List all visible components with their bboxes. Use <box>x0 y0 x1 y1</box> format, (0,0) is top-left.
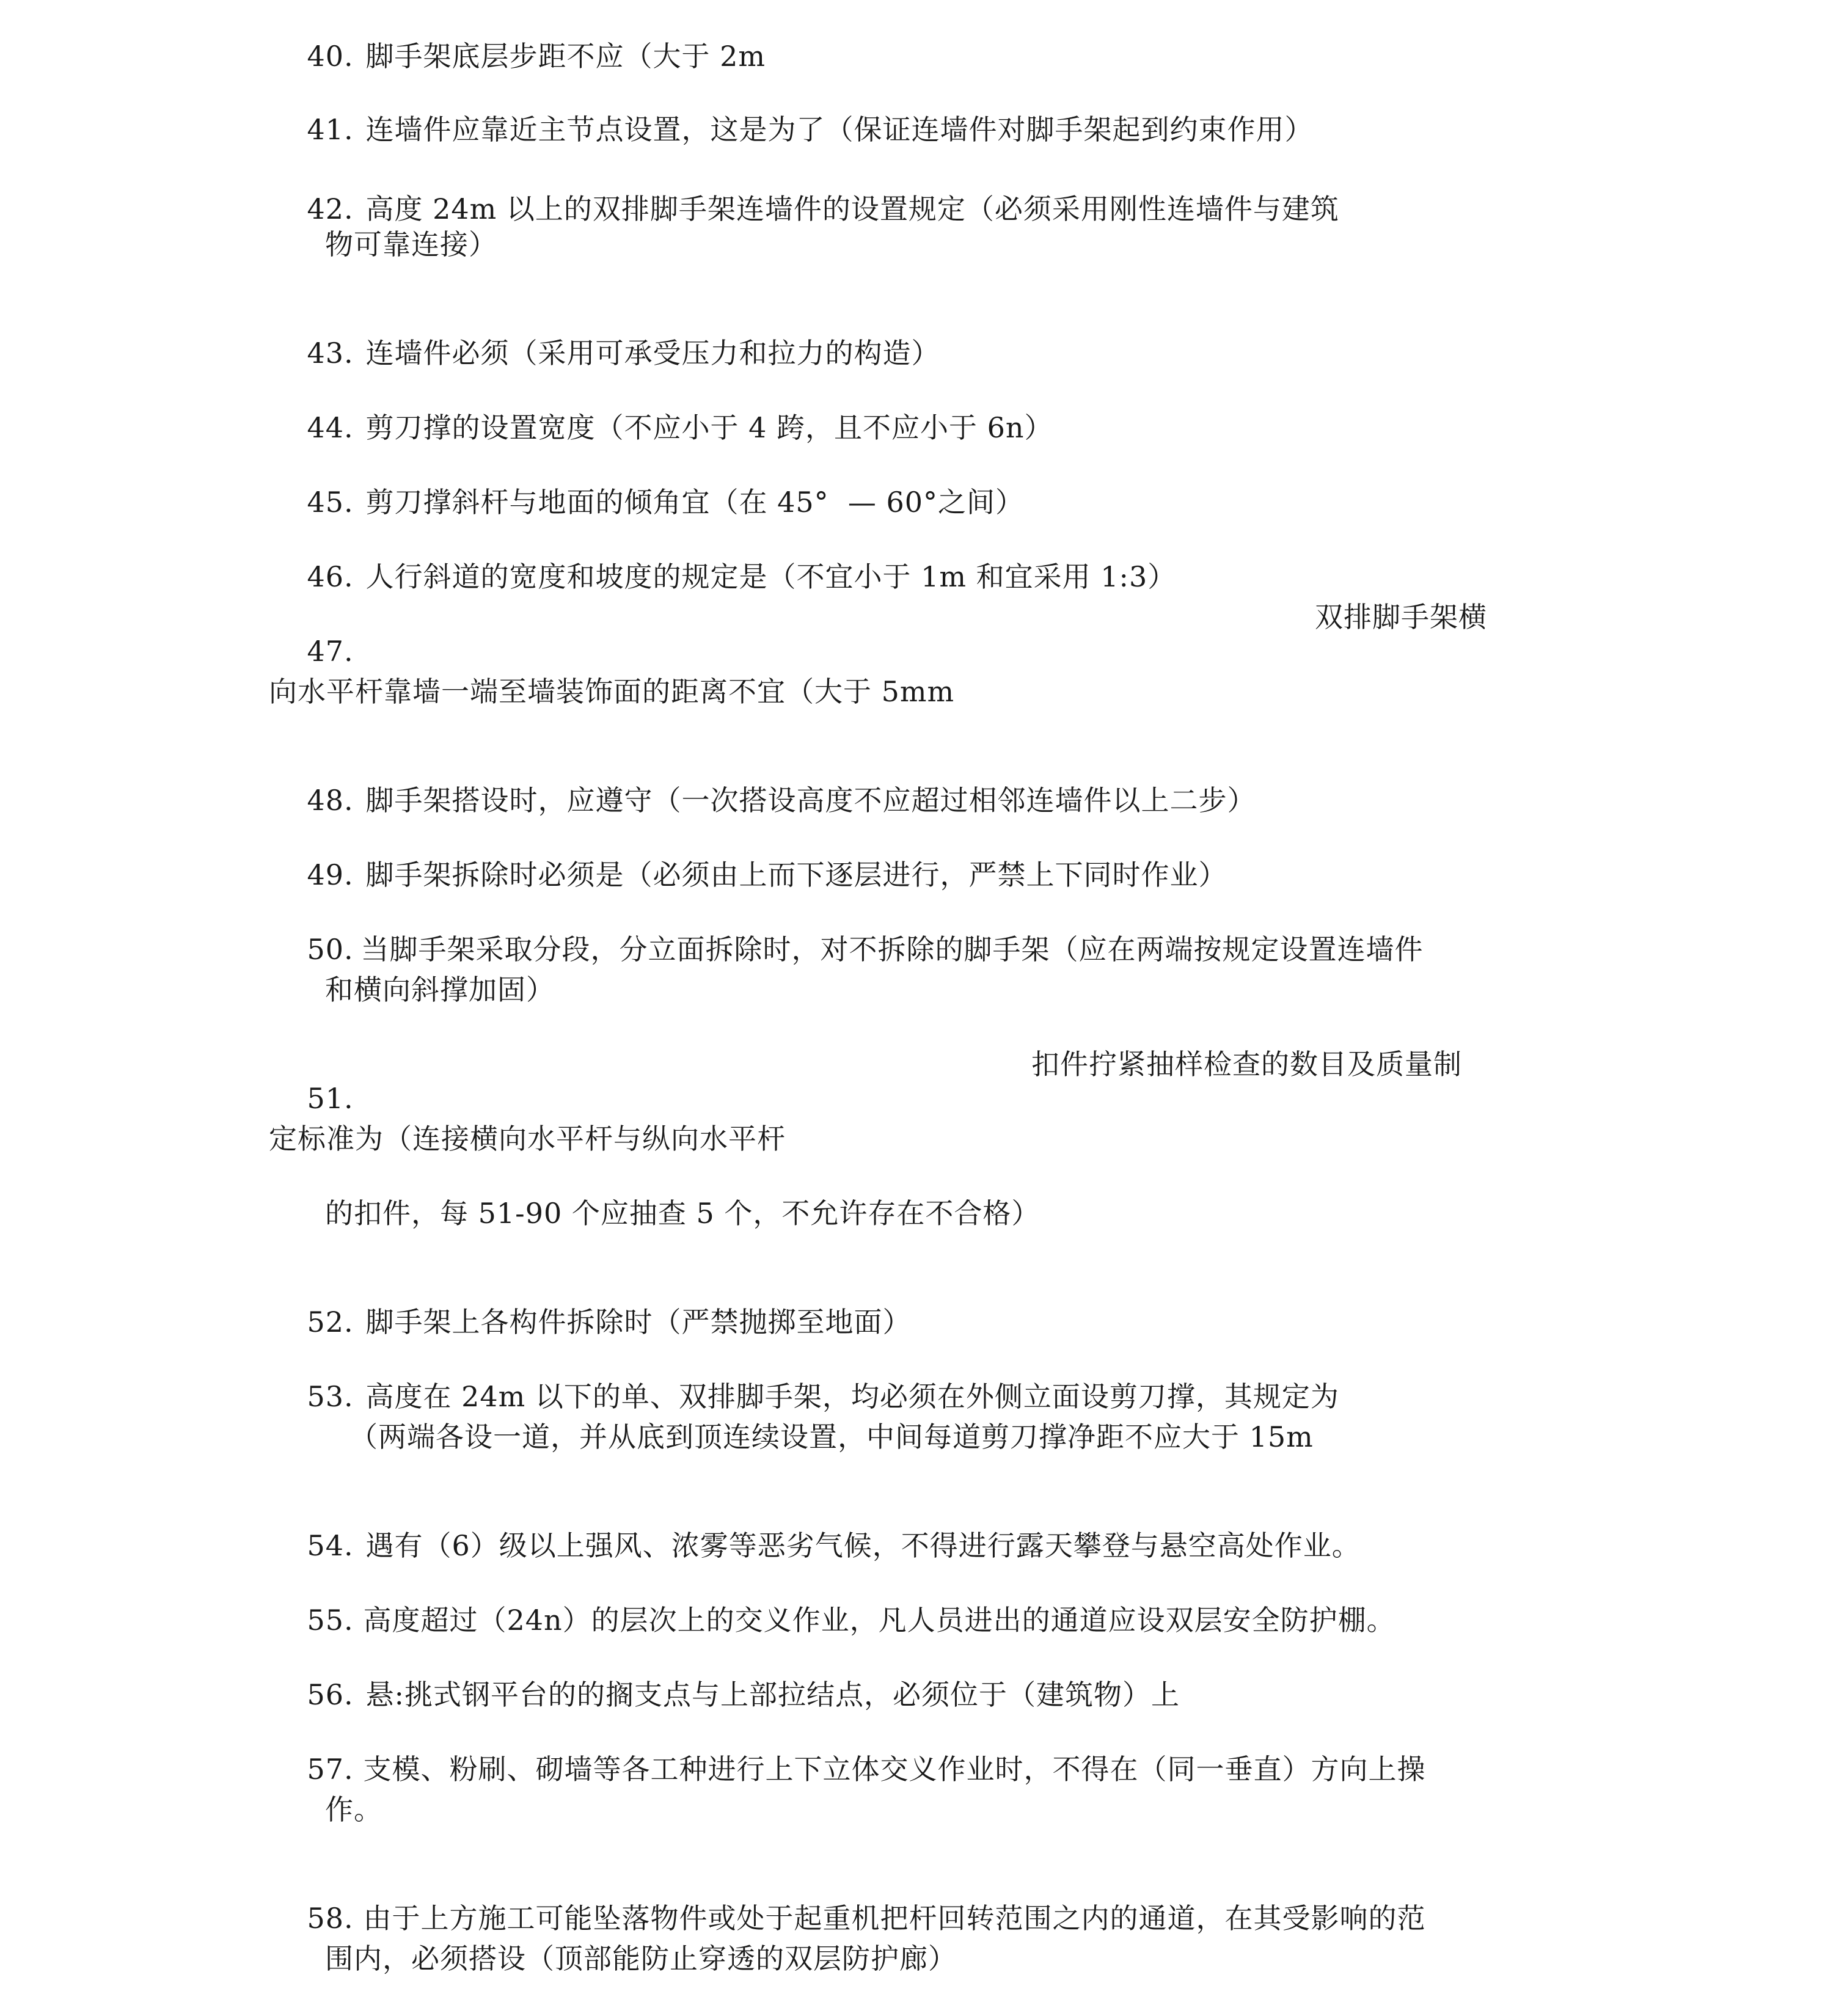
item-continuation: 定标准为（连接横向水平杆与纵向水平杆 <box>269 1122 786 1155</box>
list-item <box>269 525 1176 628</box>
item-number: 52. <box>307 1306 354 1339</box>
item-text: 连墙件必须（采用可承受压力和拉力的构造） <box>365 337 940 370</box>
item-text: 高度超过（24n）的层次上的交义作业，凡人员进出的通道应设双层安全防护棚。 <box>363 1604 1395 1637</box>
item-continuation: 围内，必须搭设（顶部能防止穿透的双层防护廊） <box>325 1942 957 1975</box>
item-text: 脚手架拆除时必须是（必须由上而下逐层进行，严禁上下同时作业） <box>365 858 1227 891</box>
item-text: 脚手架底层步距不应（大于 2m <box>365 40 766 73</box>
item-number: 47. <box>307 635 354 668</box>
item-continuation: 和横向斜撑加固） <box>325 973 555 1006</box>
item-text: 支模、粉刷、砌墙等各工种进行上下立体交义作业时，不得在（同一垂直）方向上操 <box>363 1753 1426 1786</box>
item-continuation: 作。 <box>325 1793 382 1826</box>
item-text: 脚手架搭设时，应遵守（一次搭设高度不应超过相邻连墙件以上二步） <box>365 784 1256 817</box>
item-text: 遇有（6）级以上强风、浓雾等恶劣气候，不得进行露天攀登与悬空高处作业。 <box>365 1529 1361 1562</box>
item-text-right: 扣件拧紧抽样检查的数目及质量制 <box>1031 1048 1462 1081</box>
item-number: 48. <box>307 784 354 817</box>
item-continuation: 的扣件，每 51-90 个应抽查 5 个，不允许存在不合格） <box>325 1197 1041 1230</box>
item-number: 42. <box>307 192 354 225</box>
item-text: 悬:挑式钢平台的的搁支点与上部拉结点，必须位于（建筑物）上 <box>365 1678 1180 1711</box>
item-number: 55. <box>307 1604 354 1637</box>
item-continuation: 物可靠连接） <box>325 228 497 261</box>
item-text: 剪刀撑斜杆与地面的倾角宜（在 45° — 60°之间） <box>365 486 1025 519</box>
item-number: 51. <box>307 1082 354 1115</box>
item-number: 57. <box>307 1753 354 1786</box>
item-continuation: （两端各设一道，并从底到顶连续设置，中间每道剪刀撑净距不应大于 15m <box>349 1420 1314 1453</box>
item-number: 56. <box>307 1678 354 1711</box>
item-number: 58. <box>307 1902 354 1935</box>
item-text: 由于上方施工可能坠落物件或处于起重机把杆回转范围之内的通道，在其受影响的范 <box>363 1902 1426 1935</box>
item-number: 40. <box>307 40 354 73</box>
item-number: 43. <box>307 337 354 370</box>
item-text: 剪刀撑的设置宽度（不应小于 4 跨，且不应小于 6n） <box>365 411 1053 444</box>
item-number: 46. <box>307 560 354 593</box>
item-text: 连墙件应靠近主节点设置，这是为了（保证连墙件对脚手架起到约束作用） <box>365 113 1314 146</box>
item-text: 脚手架上各构件拆除时（严禁抛掷至地面） <box>365 1306 912 1339</box>
item-text: 高度在 24m 以下的单、双排脚手架，均必须在外侧立面设剪刀撑，其规定为 <box>365 1380 1339 1413</box>
list-item <box>269 1718 1426 1821</box>
item-number: 50. <box>307 933 354 966</box>
item-number: 41. <box>307 113 354 146</box>
item-text: 人行斜道的宽度和坡度的规定是（不宜小于 1m 和宜采用 1:3） <box>365 560 1177 593</box>
item-text-right: 双排脚手架横 <box>1315 601 1487 634</box>
item-text: 当脚手架采取分段，分立面拆除时，对不拆除的脚手架（应在两端按规定设置连墙件 <box>360 933 1424 966</box>
item-number: 44. <box>307 411 354 444</box>
item-text: 高度 24m 以上的双排脚手架连墙件的设置规定（必须采用刚性连墙件与建筑 <box>365 192 1339 225</box>
item-number: 45. <box>307 486 354 519</box>
item-number: 54. <box>307 1529 354 1562</box>
item-continuation: 向水平杆靠墙一端至墙装饰面的距离不宜（大于 5mm <box>269 675 955 708</box>
item-number: 53. <box>307 1380 354 1413</box>
item-number: 49. <box>307 858 354 891</box>
